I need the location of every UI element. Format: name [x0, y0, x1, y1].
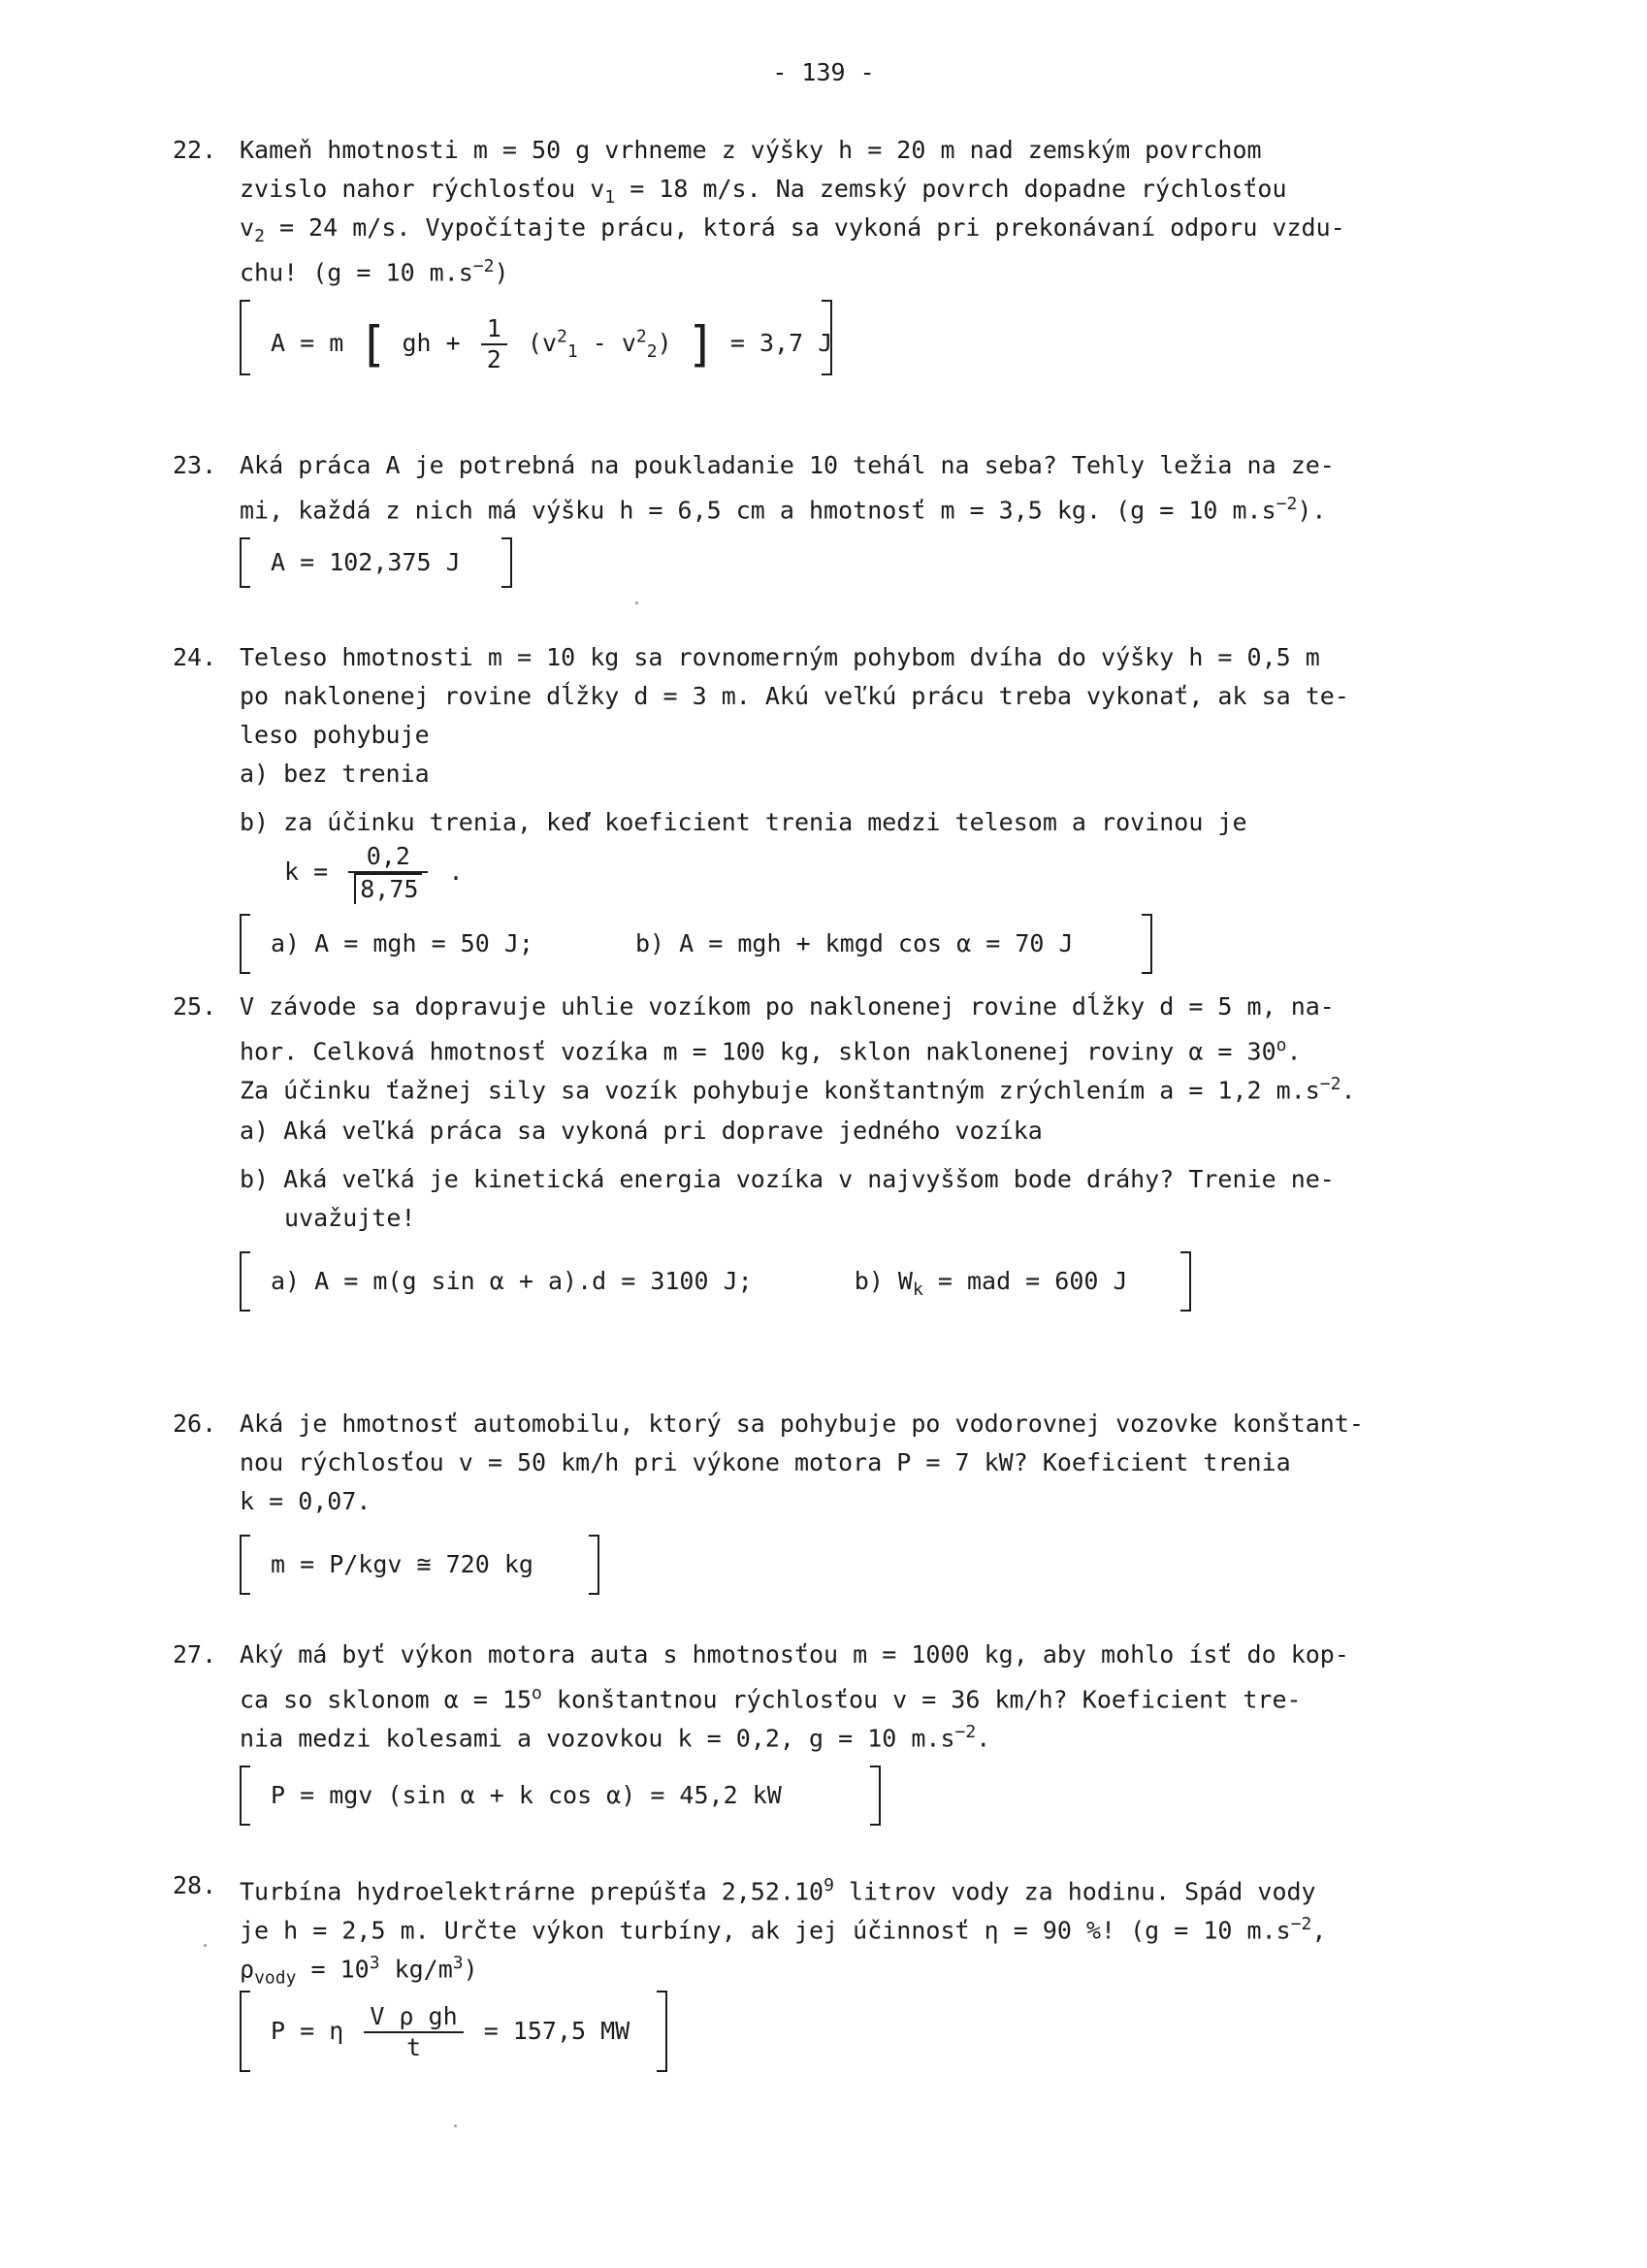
- answer-b: b) $W_k$ = mad = 600 J: [854, 1267, 1128, 1300]
- answer-box: [240, 300, 853, 375]
- problem-text-line: Aká je hmotnosť automobilu, ktorý sa pohybuje po vodorovnej vozovke konštant-: [240, 1409, 1364, 1438]
- scan-speck: [454, 2124, 457, 2127]
- problem-25: [173, 988, 1453, 1312]
- problem-number: 26.: [173, 1409, 217, 1438]
- problem-text-line: mi, každá z nich má výšku h = 6,5 cm a hmotnosť m = 3,5 kg. (g = 10 $m.s^{-2}$).: [240, 494, 1327, 525]
- problem-text-line: zvislo nahor rýchlosťou $v_1 = 18$ m/s. Na zemský povrch dopadne rýchlosťou: [240, 175, 1287, 208]
- subquestion-b: b) za účinku trenia, keď koeficient trenia medzi telesom a rovinou je: [240, 808, 1247, 836]
- answer-box: [240, 1991, 688, 2072]
- problem-text-line: Kameň hmotnosti m = 50 g vrhneme z výšky h = 20 m nad zemským povrchom: [240, 136, 1262, 164]
- problem-text-line: $\rho_{vody} = 10^3$ $kg/m^3$): [240, 1953, 478, 1989]
- problem-26: [173, 1405, 1453, 1595]
- answer-box: [240, 537, 533, 588]
- scan-speck: [635, 601, 638, 604]
- subquestion-a: a) Aká veľká práca sa vykoná pri doprave jedného vozíka: [240, 1117, 1043, 1145]
- answer-formula: P = η $\frac{\text{V ρ gh}}{t}$ = 157,5 MW: [271, 2002, 630, 2061]
- problem-text-line: leso pohybuje: [240, 721, 430, 749]
- page-number: - 139 -: [772, 58, 875, 86]
- problem-text-line: nou rýchlosťou v = 50 km/h pri výkone motora P = 7 kW? Koeficient trenia: [240, 1448, 1291, 1476]
- problem-text-line: Turbína hydroelektrárne prepúšťa 2,52.10$^9$ litrov vody za hodinu. Spád vody: [240, 1875, 1316, 1906]
- problem-22: [173, 131, 1453, 375]
- k-formula: k = $\frac{0,2}{8,75}$ .: [284, 842, 464, 903]
- subquestion-a: a) bez trenia: [240, 760, 430, 788]
- problem-28: [173, 1866, 1453, 2072]
- answer-formula: A = m [ gh + $\frac{1}{2}$ $(v^2_1 - v^2_2)$ ] = 3,7 J: [271, 314, 833, 374]
- problem-text-line: je h = 2,5 m. Určte výkon turbíny, ak jej účinnosť η = 90 %! (g = 10 $m.s^{-2}$,: [240, 1914, 1327, 1945]
- problem-text-line: nia medzi kolesami a vozovkou k = 0,2, g = 10 $m.s^{-2}$.: [240, 1722, 991, 1753]
- problem-23: [173, 446, 1453, 588]
- subquestion-b: b) Aká veľká je kinetická energia vozíka v najvyššom bode dráhy? Trenie ne-: [240, 1165, 1335, 1193]
- problem-text-line: Teleso hmotnosti m = 10 kg sa rovnomerným pohybom dvíha do výšky h = 0,5 m: [240, 643, 1320, 671]
- problem-number: 24.: [173, 643, 217, 671]
- problem-text-line: po naklonenej rovine dĺžky d = 3 m. Akú veľkú prácu treba vykonať, ak sa te-: [240, 682, 1349, 710]
- problem-number: 23.: [173, 451, 217, 479]
- problem-24: [173, 638, 1453, 974]
- answer-box: [240, 914, 1173, 974]
- problem-text-line: Za účinku ťažnej sily sa vozík pohybuje konštantným zrýchlením a = 1,2 $m.s^{-2}$.: [240, 1074, 1356, 1105]
- problem-text-line: chu! (g = 10 $m.s^{-2}$): [240, 256, 509, 287]
- problem-text-line: Aká práca A je potrebná na poukladanie 10 tehál na seba? Tehly ležia na ze-: [240, 451, 1335, 479]
- problem-text-line: k = 0,07.: [240, 1487, 371, 1515]
- answer-formula: m = P/kgv ≅ 720 kg: [271, 1550, 533, 1578]
- answer-a: a) A = mgh = 50 J;: [271, 929, 533, 957]
- answer-a: a) A = m(g sin α + a).d = 3100 J;: [271, 1267, 753, 1295]
- problem-text-line: ca so sklonom $\alpha = 15^o$ konštantnou rýchlosťou v = 36 km/h? Koeficient tre-: [240, 1683, 1302, 1714]
- answer-box: [240, 1766, 901, 1826]
- subquestion-b-cont: uvažujte!: [284, 1204, 416, 1232]
- problem-text-line: Aký má byť výkon motora auta s hmotnosťou m = 1000 kg, aby mohlo ísť do kop-: [240, 1640, 1349, 1669]
- problem-number: 25.: [173, 992, 217, 1021]
- answer-formula: P = mgv (sin α + k cos α) = 45,2 kW: [271, 1781, 782, 1809]
- problem-number: 22.: [173, 136, 217, 164]
- problem-text-line: V závode sa dopravuje uhlie vozíkom po naklonenej rovine dĺžky d = 5 m, na-: [240, 992, 1335, 1021]
- answer-box: [240, 1251, 1211, 1312]
- answer-box: [240, 1535, 620, 1595]
- answer-formula: A = 102,375 J: [271, 548, 461, 576]
- scan-speck: [204, 1944, 207, 1947]
- problem-number: 27.: [173, 1640, 217, 1669]
- problem-text-line: $v_2 = 24$ m/s. Vypočítajte prácu, ktorá sa vykoná pri prekonávaní odporu vzdu-: [240, 213, 1345, 246]
- problem-text-line: hor. Celková hmotnosť vozíka m = 100 kg, sklon naklonenej roviny $\alpha = 30^o$.: [240, 1035, 1302, 1066]
- answer-b: b) A = mgh + kmgd cos α = 70 J: [635, 929, 1074, 957]
- problem-number: 28.: [173, 1871, 217, 1899]
- problem-27: [173, 1636, 1453, 1826]
